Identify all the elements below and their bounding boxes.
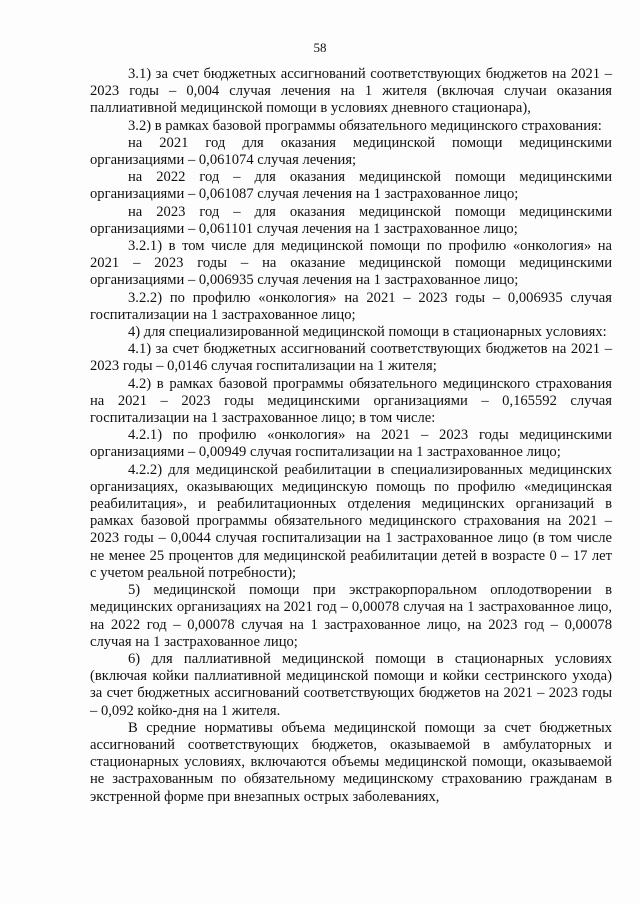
paragraph-3-1: 3.1) за счет бюджетных ассигнований соответствующих бюджетов на 2021 – 2023 годы – 0,004 случая лечения на 1 жителя (включая случаи оказания паллиативной медицинской помощи в условиях дневного стационара), [90,66,612,117]
page-number: 58 [313,40,327,55]
paragraph-4-2-1: 4.2.1) по профилю «онкология» на 2021 – 2023 годы медицинскими организациями – 0,00949 случая госпитализации на 1 застрахованное лицо; [90,427,612,461]
paragraph-3-2-2: 3.2.2) по профилю «онкология» на 2021 – 2023 годы – 0,006935 случая госпитализации на 1 застрахованное лицо; [90,289,612,323]
paragraph-3-2: 3.2) в рамках базовой программы обязательного медицинского страхования: [128,117,602,134]
paragraph-2021: на 2021 год для оказания медицинской помощи медицинскими организациями – 0,061074 случая лечения; [90,134,612,169]
paragraph-2023: на 2023 год – для оказания медицинской помощи медицинскими организациями – 0,061101 случая лечения на 1 застрахованное лицо; [90,203,612,237]
paragraph-4-2: 4.2) в рамках базовой программы обязательного медицинского страхования на 2021 – 2023 годы медицинскими организациями – 0,165592 случая госпитализации на 1 застрахованное лицо; в том числе: [90,375,612,427]
paragraph-4-1: 4.1) за счет бюджетных ассигнований соответствующих бюджетов на 2021 – 2023 годы – 0,0146 случая госпитализации на 1 жителя; [90,341,612,375]
paragraph-3-2-1: 3.2.1) в том числе для медицинской помощи по профилю «онкология» на 2021 – 2023 годы – на оказание медицинской помощи медицинскими организациями – 0,006935 случая лечения на 1 застрахованное лицо; [90,238,612,289]
paragraph-2022: на 2022 год – для оказания медицинской помощи медицинскими организациями – 0,061087 случая лечения на 1 застрахованное лицо; [90,169,612,203]
paragraph-5: 5) медицинской помощи при экстракорпоральном оплодотворении в медицинских организациях на 2021 год – 0,00078 случая на 1 застрахованное лицо, на 2022 год – 0,00078 случая на 1 застрахованное лицо, на 2023 год – 0,00078 случая на 1 застрахованное лицо; [90,582,612,650]
paragraph-4: 4) для специализированной медицинской помощи в стационарных условиях: [128,324,607,341]
paragraph-final: В средние нормативы объема медицинской помощи за счет бюджетных ассигнований соответствующих бюджетов, оказываемой в амбулаторных и стационарных условиях, включаются объемы медицинской помощи, оказываемой не застрахованным по обязательному медицинскому страхованию гражданам в экстренной форме при внезапных острых заболеваниях, [90,719,612,805]
document-body [90,66,612,806]
paragraph-4-2-2: 4.2.2) для медицинской реабилитации в специализированных медицинских организациях, оказывающих медицинскую помощь по профилю «медицинская реабилитация», и реабилитационных отделения медицинских организаций в рамках базовой программы обязательного медицинского страхования на 2021 – 2023 годы – 0,0044 случая госпитализации на 1 застрахованное лицо (в том числе не менее 25 процентов для медицинской реабилитации детей в возрасте 0 – 17 лет с учетом реальной потребности); [90,461,612,581]
paragraph-6: 6) для паллиативной медицинской помощи в стационарных условиях (включая койки паллиативной медицинской помощи и койки сестринского ухода) за счет бюджетных ассигнований соответствующих бюджетов на 2021 – 2023 годы – 0,092 койко-дня на 1 жителя. [90,650,612,719]
